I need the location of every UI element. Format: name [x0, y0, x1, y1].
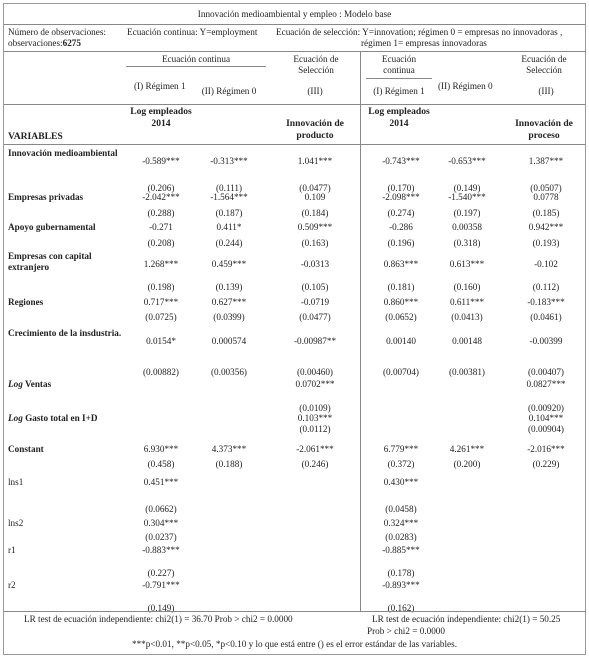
row-label-text: Gasto total en I+D — [25, 413, 98, 423]
group-left-continua: Ecuación continua — [161, 54, 231, 64]
se-cell: (0.0725) — [145, 312, 177, 322]
coef-cell: 4.373*** — [211, 444, 247, 454]
row-label — [8, 413, 124, 424]
table-title: Innovación medioambiental y empleo : Modelo base — [197, 9, 392, 19]
coef-cell: 0.103*** — [297, 413, 333, 423]
row-label-text: Regiones — [8, 297, 44, 307]
se-cell: (0.00356) — [211, 367, 247, 377]
coef-cell: 0.611*** — [449, 297, 485, 307]
row-label-text: r2 — [8, 580, 16, 590]
row-label-text: Innovación medioambiental — [8, 148, 118, 158]
se-cell: (0.00882) — [143, 367, 179, 377]
se-cell: (0.149) — [147, 603, 175, 613]
se-cell: (0.206) — [147, 183, 175, 193]
coef-cell: 4.261*** — [449, 444, 485, 454]
coef-cell: 1.041*** — [297, 156, 333, 166]
se-cell: (0.198) — [147, 282, 175, 292]
panel-separator — [360, 51, 361, 611]
se-cell: (0.0399) — [213, 312, 245, 322]
coef-cell: 0.000574 — [211, 336, 247, 346]
col-label-4: (I) Régimen 1 — [373, 86, 425, 96]
obs-value: observaciones:6275 — [8, 38, 81, 48]
coef-cell: -0.883*** — [142, 545, 180, 555]
col-label-3: (III) — [307, 86, 323, 96]
coef-cell: 0.0702*** — [295, 379, 335, 389]
regression-table — [3, 3, 586, 655]
se-cell: (0.105) — [301, 282, 329, 292]
coef-cell: -0.00399 — [529, 336, 563, 346]
coef-cell: 1.268*** — [143, 259, 179, 269]
se-cell: (0.0112) — [299, 424, 331, 434]
col-label-6: (III) — [538, 86, 554, 96]
row-label — [8, 251, 124, 273]
coef-cell: 0.104*** — [528, 413, 564, 423]
obs-label-text: Número de observaciones: — [8, 27, 106, 37]
coef-cell: -0.791*** — [142, 580, 180, 590]
coef-cell: 0.00148 — [452, 336, 482, 346]
se-cell: (0.0652) — [385, 312, 417, 322]
coef-cell: -1.564*** — [210, 192, 248, 202]
se-cell: (0.0662) — [145, 504, 177, 514]
se-cell: (0.0477) — [299, 183, 331, 193]
row-label-italic: Log — [8, 413, 23, 423]
se-cell: (0.185) — [532, 208, 560, 218]
row-label — [8, 148, 124, 159]
se-cell: (0.0458) — [385, 504, 417, 514]
col-label-5: (II) Régimen 0 — [438, 81, 493, 91]
col-label-1: (I) Régimen 1 — [134, 81, 186, 91]
se-cell: (0.187) — [215, 208, 243, 218]
coef-cell: 0.00358 — [452, 222, 482, 232]
group-right-continua: Ecuación continua — [381, 54, 417, 75]
se-cell: (0.274) — [387, 208, 415, 218]
coef-cell: -0.0719 — [300, 297, 330, 307]
coef-cell: -2.016*** — [527, 444, 565, 454]
se-cell: (0.246) — [301, 459, 329, 469]
row-label — [8, 580, 124, 591]
row-label-text: Crecimiento de la insdustria. — [8, 328, 122, 338]
lr-test-left: LR test de ecuación independiente: chi2(1) = 36.70 Prob > chi2 = 0.0000 — [24, 614, 293, 624]
coef-cell: -0.653*** — [448, 156, 486, 166]
dep-header-4: Log empleados 2014 — [368, 106, 430, 129]
group-underline-right — [366, 78, 432, 79]
se-cell: (0.208) — [147, 238, 175, 248]
coef-cell: -0.885*** — [382, 545, 420, 555]
selection-equation-note-1: Ecuación de selección: Y=innovation; régimen 0 = empresas no innovadoras , — [276, 27, 563, 37]
coef-cell: -0.102 — [534, 259, 558, 269]
dep-header-3: Innovación de producto — [286, 118, 344, 141]
row-label — [8, 297, 124, 308]
row-label — [8, 518, 124, 529]
coef-cell: 0.0154* — [146, 336, 176, 346]
coef-cell: 0.00140 — [386, 336, 416, 346]
se-cell: (0.111) — [215, 183, 243, 193]
se-cell: (0.162) — [387, 603, 415, 613]
se-cell: (0.149) — [453, 183, 481, 193]
coef-cell: 6.779*** — [383, 444, 419, 454]
se-cell: (0.193) — [532, 238, 560, 248]
coef-cell: 0.459*** — [211, 259, 247, 269]
coef-cell: 0.430*** — [383, 477, 419, 487]
se-cell: (0.458) — [147, 459, 175, 469]
coef-cell: 0.509*** — [297, 222, 333, 232]
obs-divider — [4, 51, 585, 52]
coef-cell: -0.183*** — [527, 297, 565, 307]
coef-cell: 0.451*** — [143, 477, 179, 487]
title-divider — [4, 24, 585, 25]
row-label — [8, 444, 124, 455]
se-cell: (0.229) — [532, 459, 560, 469]
coef-cell: -2.042*** — [142, 192, 180, 202]
coef-cell: -1.540*** — [448, 192, 486, 202]
footer-divider — [4, 611, 585, 612]
coef-cell: 0.860*** — [383, 297, 419, 307]
header-divider — [4, 144, 585, 145]
row-label-text: Empresas con capital extranjero — [8, 251, 92, 272]
row-label-italic: Log — [8, 379, 23, 389]
lr-test-right-1: LR test de ecuación independiente: chi2(1) = 50.25 — [372, 614, 561, 624]
row-label — [8, 545, 124, 556]
row-label — [8, 477, 124, 488]
row-label-text: lns2 — [8, 518, 24, 528]
selection-equation-note-2: régimen 1= empresas innovadoras — [361, 38, 487, 48]
coef-cell: -0.313*** — [210, 156, 248, 166]
se-cell: (0.0461) — [530, 312, 562, 322]
se-cell: (0.00904) — [528, 424, 564, 434]
se-cell: (0.00407) — [528, 367, 564, 377]
se-cell: (0.318) — [453, 238, 481, 248]
se-cell: (0.188) — [215, 459, 243, 469]
lr-test-right-2: Prob > chi2 = 0.0000 — [367, 626, 445, 636]
col-label-2: (II) Régimen 0 — [201, 86, 257, 96]
continuous-equation-note: Ecuación continua: Y=employment — [127, 27, 258, 37]
coef-cell: -0.743*** — [382, 156, 420, 166]
row-label — [8, 192, 124, 203]
dep-header-1: Log empleados 2014 — [130, 106, 192, 129]
coef-cell: -0.286 — [389, 222, 413, 232]
se-cell: (0.197) — [453, 208, 481, 218]
group-underline-left — [126, 66, 266, 67]
se-cell: (0.200) — [453, 459, 481, 469]
row-label-text: r1 — [8, 545, 16, 555]
obs-value-text: 6275 — [62, 38, 81, 48]
coef-cell: -0.589*** — [142, 156, 180, 166]
coef-cell: -0.0313 — [300, 259, 330, 269]
variables-label: VARIABLES — [8, 131, 63, 142]
row-label-text: Empresas privadas — [8, 192, 84, 202]
se-cell: (0.372) — [387, 459, 415, 469]
group-left-seleccion: Ecuación de Selección — [293, 54, 339, 75]
group-right-seleccion: Ecuación de Selección — [521, 54, 567, 75]
coef-cell: 0.0778 — [533, 192, 559, 202]
coef-cell: -0.00987** — [293, 336, 337, 346]
coef-cell: 0.942*** — [528, 222, 564, 232]
se-cell: (0.170) — [387, 183, 415, 193]
row-label — [8, 379, 124, 390]
row-label — [8, 328, 124, 339]
se-cell: (0.178) — [387, 568, 415, 578]
coef-cell: -0.893*** — [382, 580, 420, 590]
coef-cell: 0.0827*** — [526, 379, 566, 389]
coef-cell: -0.271 — [149, 222, 173, 232]
se-cell: (0.196) — [387, 238, 415, 248]
se-cell: (0.288) — [147, 208, 175, 218]
significance-note: ***p<0.01, **p<0.05, *p<0.10 y lo que está entre () es el error estándar de las variables. — [131, 639, 458, 649]
coef-cell: 0.304*** — [143, 518, 179, 528]
se-cell: (0.00704) — [383, 367, 419, 377]
se-cell: (0.00460) — [297, 367, 333, 377]
se-cell: (0.163) — [301, 238, 329, 248]
se-cell: (0.112) — [532, 282, 560, 292]
coef-cell: 0.109 — [304, 192, 326, 202]
coef-cell: 0.717*** — [143, 297, 179, 307]
se-cell: (0.244) — [215, 238, 243, 248]
coef-cell: -2.061*** — [296, 444, 334, 454]
se-cell: (0.0507) — [530, 183, 562, 193]
se-cell: (0.00381) — [449, 367, 485, 377]
coef-cell: 0.324*** — [383, 518, 419, 528]
row-label-text: Apoyo gubernamental — [8, 222, 96, 232]
coef-cell: 0.411* — [216, 222, 242, 232]
se-cell: (0.227) — [147, 568, 175, 578]
dep-header-6: Innovación de proceso — [515, 118, 573, 141]
row-label-text: Ventas — [24, 379, 52, 389]
se-cell: (0.160) — [453, 282, 481, 292]
coef-cell: 6.930*** — [143, 444, 179, 454]
coef-cell: -2.098*** — [382, 192, 420, 202]
se-cell: (0.0477) — [299, 312, 331, 322]
obs-label — [8, 27, 106, 38]
se-cell: (0.0109) — [299, 403, 331, 413]
coef-cell: 0.863*** — [383, 259, 419, 269]
row-label-text: Constant — [8, 444, 44, 454]
coef-cell: 0.627*** — [211, 297, 247, 307]
se-cell: (0.184) — [301, 208, 329, 218]
coef-cell: 0.613*** — [449, 259, 485, 269]
row-label-text: lns1 — [8, 477, 24, 487]
se-cell: (0.00920) — [528, 403, 564, 413]
colhead-divider — [4, 104, 585, 105]
se-cell: (0.0283) — [385, 532, 417, 542]
se-cell: (0.0237) — [145, 532, 177, 542]
row-label — [8, 222, 124, 233]
se-cell: (0.0413) — [451, 312, 483, 322]
se-cell: (0.139) — [215, 282, 243, 292]
coef-cell: 1.387*** — [528, 156, 564, 166]
se-cell: (0.181) — [387, 282, 415, 292]
